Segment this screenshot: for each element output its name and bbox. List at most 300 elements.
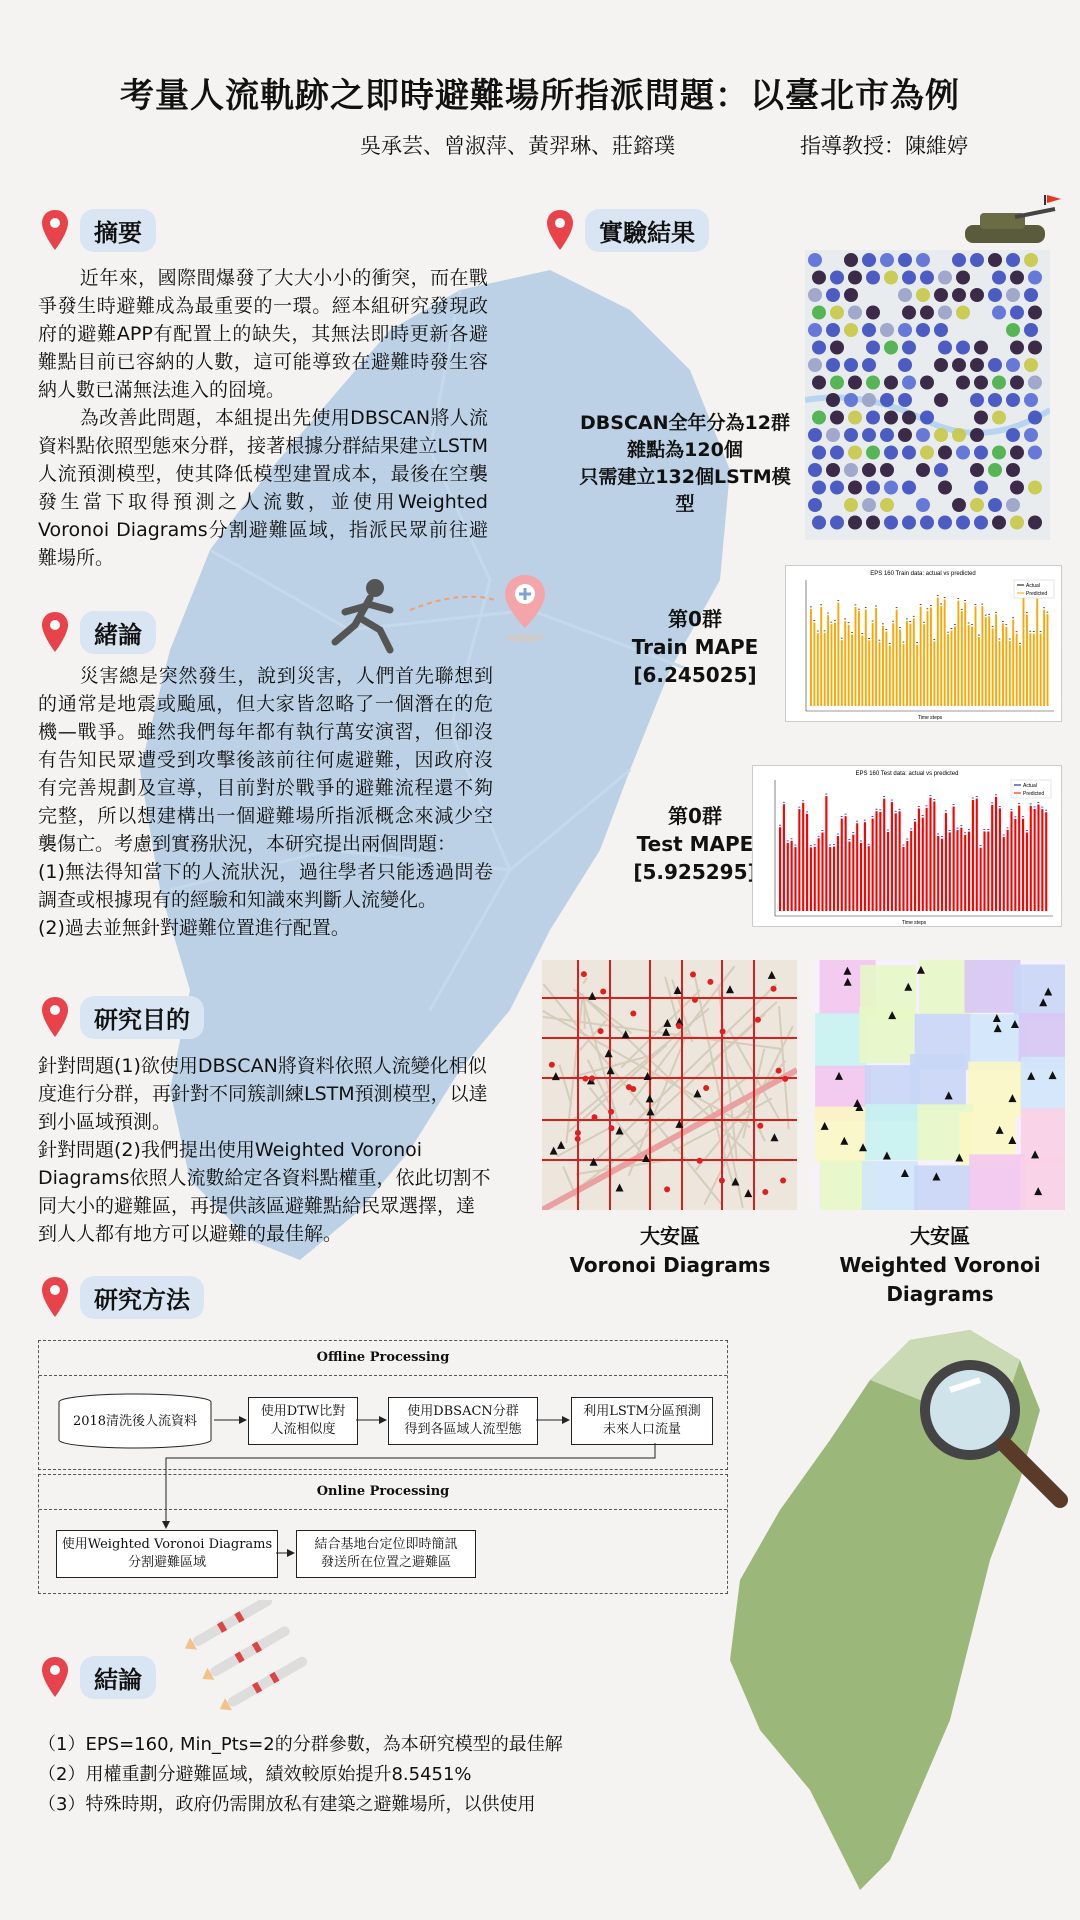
series-spike — [892, 623, 894, 706]
series-spike — [868, 640, 870, 706]
location-pin-icon — [40, 610, 70, 654]
cluster-point — [812, 411, 826, 425]
series-spike — [851, 634, 853, 706]
series-spike — [937, 598, 939, 706]
cluster-point — [920, 411, 934, 425]
series-spike — [820, 607, 822, 706]
data-point — [608, 1109, 614, 1115]
series-spike — [1002, 623, 1004, 706]
series-spike — [833, 847, 835, 911]
series-spike — [813, 622, 815, 706]
series-spike — [1022, 819, 1024, 911]
series-spike — [920, 607, 922, 706]
purpose-paragraph: 針對問題(1)欲使用DBSCAN將資料依照人流變化相似度進行分群，再針對不同簇訓練LSTM預測模型，以達到小區域預測。 — [38, 1055, 488, 1133]
weighted-cell — [969, 1154, 1025, 1210]
cluster-point — [866, 446, 880, 460]
location-pin-icon — [40, 208, 70, 252]
conclusion-heading — [40, 1655, 156, 1699]
voronoi-caption — [555, 1222, 785, 1280]
cluster-point — [1028, 271, 1042, 285]
cluster-point — [1010, 516, 1024, 530]
series-spike — [960, 828, 962, 911]
abstract-paragraph: 為改善此問題，本組提出先使用DBSCAN將人流資料點依照型態來分群，接著根據分群結果建立LSTM人流預測模型，使其降低模型建置成本，最後在空襲發生當下取得預測之人流數，並使用Weighted Voronoi Diagrams分割避難區域，指派民眾前往避難場所。 — [38, 407, 488, 569]
series-spike — [999, 808, 1001, 911]
cluster-point — [844, 463, 858, 477]
series-spike — [875, 811, 877, 911]
series-spike — [971, 627, 973, 706]
cluster-point — [1010, 341, 1024, 355]
location-pin-icon — [545, 208, 575, 252]
data-point — [630, 1010, 636, 1016]
series-spike — [806, 814, 808, 911]
voronoi-caption-district: 大安區 — [640, 1224, 700, 1248]
series-spike — [856, 823, 858, 911]
series-spike — [914, 822, 916, 911]
series-spike — [947, 634, 949, 706]
data-point — [582, 1076, 588, 1082]
cluster-point — [988, 393, 1002, 407]
series-spike — [1016, 634, 1018, 706]
series-spike — [791, 841, 793, 911]
cluster-point — [1024, 288, 1038, 302]
series-spike — [1018, 806, 1020, 911]
cluster-point — [938, 341, 952, 355]
series-spike — [810, 609, 812, 706]
cluster-point — [866, 376, 880, 390]
series-spike — [1047, 614, 1049, 706]
weighted-cell — [1021, 1057, 1065, 1113]
series-spike — [1029, 633, 1031, 706]
series-spike — [821, 833, 823, 911]
series-spike — [868, 846, 870, 911]
cluster-point — [830, 306, 844, 320]
series-spike — [798, 809, 800, 911]
series-spike — [951, 631, 953, 706]
series-spike — [1043, 610, 1045, 706]
series-spike — [899, 811, 901, 911]
series-spike — [852, 835, 854, 911]
dbscan-line: 雜點為120個 — [627, 439, 743, 461]
cluster-point — [934, 428, 948, 442]
data-point — [598, 1028, 604, 1034]
train-value: [6.245025] — [633, 663, 757, 687]
train-legend-actual: Actual — [1026, 583, 1040, 589]
weighted-cell — [859, 1007, 915, 1063]
data-point — [692, 997, 698, 1003]
series-spike — [902, 847, 904, 911]
series-spike — [926, 808, 928, 911]
cluster-point — [884, 271, 898, 285]
series-spike — [848, 842, 850, 911]
series-spike — [818, 838, 820, 911]
cluster-point — [934, 288, 948, 302]
series-spike — [1026, 615, 1028, 706]
cluster-point — [844, 498, 858, 512]
cluster-point — [830, 446, 844, 460]
voronoi-step: 使用Weighted Voronoi Diagrams 分割避難區域 — [56, 1530, 278, 1578]
series-spike — [916, 645, 918, 706]
cluster-point — [974, 481, 988, 495]
cluster-point — [970, 358, 984, 372]
method-title: 研究方法 — [80, 1276, 204, 1319]
series-spike — [1040, 634, 1042, 706]
cluster-point — [938, 481, 952, 495]
cluster-point — [884, 376, 898, 390]
series-spike — [903, 644, 905, 706]
cluster-point — [988, 358, 1002, 372]
online-title: Online Processing — [316, 1484, 450, 1499]
cluster-point — [902, 481, 916, 495]
series-spike — [1033, 634, 1035, 706]
cluster-point — [902, 446, 916, 460]
intro-problem-1: (1)無法得知當下的人流狀況，過往學者只能透過問卷調查或根據現有的經驗和知識來判斷人流變化。 — [38, 861, 493, 911]
series-spike — [802, 803, 804, 911]
cluster-point — [826, 393, 840, 407]
cluster-point — [880, 463, 894, 477]
series-spike — [913, 618, 915, 706]
series-spike — [909, 624, 911, 706]
series-spike — [1026, 832, 1028, 911]
train-legend-predicted: Predicted — [1026, 591, 1048, 597]
cluster-point — [884, 341, 898, 355]
cluster-point — [830, 341, 844, 355]
cluster-point — [1024, 358, 1038, 372]
series-spike — [844, 621, 846, 706]
series-spike — [933, 641, 935, 706]
series-spike — [1041, 809, 1043, 911]
cluster-point — [866, 516, 880, 530]
voronoi-caption-method: Voronoi Diagrams — [569, 1253, 771, 1277]
test-prediction-chart — [752, 765, 1062, 927]
cluster-point — [898, 358, 912, 372]
cluster-point — [952, 288, 966, 302]
cluster-point — [1010, 446, 1024, 460]
conclusion-item: （1）EPS=160, Min_Pts=2的分群參數，為本研究模型的最佳解 — [38, 1734, 563, 1755]
series-spike — [858, 611, 860, 706]
series-spike — [910, 831, 912, 911]
series-spike — [940, 606, 942, 706]
cluster-point — [1006, 463, 1020, 477]
cluster-point — [970, 428, 984, 442]
data-point — [757, 1123, 763, 1129]
test-mape-label — [615, 802, 775, 886]
weighted-cell — [815, 1013, 867, 1069]
cluster-point — [902, 271, 916, 285]
cluster-point — [902, 341, 916, 355]
series-spike — [930, 608, 932, 706]
cluster-point — [1024, 393, 1038, 407]
weighted-cell — [1020, 1157, 1065, 1210]
series-spike — [887, 832, 889, 911]
authors: 吳承芸、曾淑萍、黃羿琳、莊鎔璞 — [360, 134, 675, 158]
cluster-point — [808, 428, 822, 442]
cluster-point — [812, 306, 826, 320]
cluster-point — [956, 516, 970, 530]
cluster-point — [848, 481, 862, 495]
series-spike — [980, 848, 982, 911]
series-spike — [978, 637, 980, 706]
data-point — [676, 1023, 682, 1029]
method-flowchart — [38, 1340, 728, 1595]
dbscan-line: DBSCAN全年分為12群 — [580, 412, 790, 434]
data-point — [589, 1075, 595, 1081]
series-spike — [864, 822, 866, 911]
cluster-point — [866, 411, 880, 425]
voronoi-map — [542, 960, 797, 1210]
series-spike — [987, 831, 989, 911]
cluster-point — [920, 446, 934, 460]
cluster-point — [916, 288, 930, 302]
series-spike — [883, 799, 885, 911]
train-metric: Train MAPE — [631, 635, 759, 659]
cluster-point — [956, 306, 970, 320]
series-spike — [879, 642, 881, 706]
cluster-point — [1028, 411, 1042, 425]
abstract-title: 摘要 — [80, 209, 156, 252]
series-spike — [1023, 597, 1025, 706]
cluster-point — [1024, 428, 1038, 442]
results-title: 實驗結果 — [585, 209, 709, 252]
series-spike — [841, 818, 843, 911]
weighted-cell — [815, 1107, 866, 1163]
test-legend-predicted: Predicted — [1023, 791, 1045, 797]
cluster-point — [880, 323, 894, 337]
series-spike — [1007, 830, 1009, 911]
cluster-point — [902, 306, 916, 320]
weighted-voronoi-caption — [800, 1222, 1080, 1309]
cluster-point — [830, 376, 844, 390]
cluster-point — [938, 271, 952, 285]
series-spike — [1003, 837, 1005, 911]
series-spike — [831, 624, 833, 706]
cluster-point — [916, 323, 930, 337]
results-heading — [545, 208, 709, 252]
cluster-point — [920, 271, 934, 285]
dbscan-step: 使用DBSACN分群 得到各區域人流型態 — [388, 1397, 538, 1445]
series-spike — [983, 831, 985, 911]
cluster-point — [884, 411, 898, 425]
data-point — [762, 1189, 768, 1195]
cluster-point — [1024, 323, 1038, 337]
weighted-cell — [910, 1054, 966, 1110]
cluster-point — [862, 358, 876, 372]
series-spike — [941, 839, 943, 911]
cluster-point — [970, 498, 984, 512]
series-spike — [972, 800, 974, 911]
cluster-point — [992, 516, 1006, 530]
series-spike — [848, 625, 850, 706]
series-spike — [779, 827, 781, 911]
tank-icon — [955, 195, 1065, 255]
cluster-point — [884, 481, 898, 495]
intro-title: 緒論 — [80, 611, 156, 654]
method-heading — [40, 1275, 204, 1319]
abstract-body — [38, 264, 488, 572]
series-spike — [918, 808, 920, 911]
runner-to-shelter-icon — [300, 570, 560, 660]
series-spike — [899, 630, 901, 706]
cluster-point — [898, 428, 912, 442]
series-spike — [824, 633, 826, 706]
dbscan-cluster-map — [805, 250, 1050, 540]
data-point — [575, 1136, 581, 1142]
purpose-body — [38, 1052, 493, 1248]
dtw-step: 使用DTW比對 人流相似度 — [248, 1397, 358, 1445]
series-spike — [872, 623, 874, 706]
test-value: [5.925295] — [633, 860, 757, 884]
location-pin-icon — [40, 1655, 70, 1699]
cluster-point — [1024, 253, 1038, 267]
cluster-point — [830, 411, 844, 425]
series-spike — [923, 624, 925, 706]
cluster-point — [848, 516, 862, 530]
cluster-point — [952, 428, 966, 442]
cluster-point — [956, 376, 970, 390]
cluster-point — [1010, 306, 1024, 320]
data-point — [608, 1125, 614, 1131]
cluster-point — [974, 411, 988, 425]
cluster-point — [826, 288, 840, 302]
cluster-point — [974, 341, 988, 355]
data-point — [755, 1017, 761, 1023]
cluster-point — [898, 323, 912, 337]
series-spike — [975, 606, 977, 706]
series-spike — [929, 798, 931, 911]
magnifier-icon — [910, 1350, 1070, 1510]
cluster-point — [920, 306, 934, 320]
cluster-point — [1028, 446, 1042, 460]
series-spike — [1045, 812, 1047, 911]
intro-body — [38, 662, 493, 942]
cluster-point — [844, 253, 858, 267]
cluster-point — [992, 306, 1006, 320]
cluster-point — [844, 393, 858, 407]
series-spike — [896, 610, 898, 706]
weighted-cell — [965, 960, 1021, 1013]
intro-problem-2: (2)過去並無針對避難位置進行配置。 — [38, 917, 350, 939]
data-source-label: 2018清洗後人流資料 — [72, 1414, 198, 1429]
cluster-point — [938, 516, 952, 530]
cluster-point — [808, 288, 822, 302]
data-point — [600, 988, 606, 994]
series-spike — [817, 633, 819, 706]
series-spike — [1037, 805, 1039, 911]
cluster-point — [808, 463, 822, 477]
data-point — [592, 1114, 598, 1120]
series-spike — [964, 603, 966, 706]
series-spike — [787, 843, 789, 911]
weighted-voronoi-caption-district: 大安區 — [910, 1224, 970, 1248]
cluster-point — [934, 358, 948, 372]
cluster-point — [808, 253, 822, 267]
cluster-point — [898, 288, 912, 302]
cluster-point — [1028, 376, 1042, 390]
cluster-point — [1006, 393, 1020, 407]
series-spike — [834, 623, 836, 706]
cluster-point — [880, 253, 894, 267]
cluster-point — [920, 516, 934, 530]
data-point — [690, 971, 696, 977]
series-spike — [879, 812, 881, 911]
data-point — [575, 1130, 581, 1136]
data-point — [707, 979, 713, 985]
series-spike — [954, 626, 956, 706]
cluster-point — [844, 323, 858, 337]
dbscan-result-text — [570, 410, 800, 518]
cluster-point — [812, 516, 826, 530]
series-spike — [956, 830, 958, 911]
cluster-point — [952, 498, 966, 512]
data-point — [703, 1085, 709, 1091]
weighted-cell — [968, 1062, 1024, 1118]
series-spike — [841, 640, 843, 706]
data-point — [697, 1158, 703, 1164]
purpose-paragraph: 針對問題(2)我們提出使用Weighted Voronoi Diagrams依照人流數給定各資料點權重，依此切割不同大小的避難區，再提供該區避難點給民眾選擇，達到人人都有地方可以避難的最佳解。 — [38, 1139, 491, 1245]
series-spike — [995, 614, 997, 706]
cluster-point — [970, 288, 984, 302]
cluster-point — [938, 446, 952, 460]
location-pin-icon — [40, 995, 70, 1039]
cluster-point — [902, 376, 916, 390]
intro-heading — [40, 610, 156, 654]
series-spike — [933, 802, 935, 911]
weighted-cell — [1014, 965, 1065, 1021]
cluster-point — [916, 463, 930, 477]
cluster-point — [1006, 253, 1020, 267]
series-spike — [968, 832, 970, 911]
cluster-point — [848, 446, 862, 460]
series-spike — [837, 836, 839, 911]
series-spike — [976, 799, 978, 911]
series-spike — [829, 847, 831, 911]
purpose-heading — [40, 995, 204, 1039]
missiles-icon — [180, 1600, 330, 1720]
cluster-point — [916, 428, 930, 442]
series-spike — [981, 606, 983, 706]
cluster-point — [844, 428, 858, 442]
cluster-point — [902, 516, 916, 530]
cluster-point — [1006, 428, 1020, 442]
series-spike — [827, 615, 829, 706]
cluster-point — [920, 376, 934, 390]
cluster-point — [970, 253, 984, 267]
weighted-cell — [1021, 1108, 1065, 1164]
train-group: 第0群 — [668, 607, 722, 631]
cluster-point — [988, 288, 1002, 302]
train-mape-label — [615, 605, 775, 689]
poster-title: 考量人流軌跡之即時避難場所指派問題：以臺北市為例 — [120, 76, 960, 116]
cluster-point — [862, 323, 876, 337]
series-spike — [906, 621, 908, 706]
cluster-point — [988, 463, 1002, 477]
series-spike — [985, 617, 987, 706]
data-point — [626, 1084, 632, 1090]
series-spike — [860, 843, 862, 911]
cluster-point — [812, 341, 826, 355]
train-prediction-chart — [785, 565, 1062, 722]
advisor: 指導教授：陳維婷 — [800, 134, 968, 158]
conclusion-item: （3）特殊時期，政府仍需開放私有建築之避難場所，以供使用 — [38, 1794, 536, 1815]
cluster-point — [862, 498, 876, 512]
cluster-point — [880, 498, 894, 512]
cluster-point — [884, 516, 898, 530]
cluster-point — [826, 428, 840, 442]
location-pin-icon — [40, 1275, 70, 1319]
cluster-point — [970, 393, 984, 407]
series-spike — [872, 819, 874, 911]
series-spike — [885, 631, 887, 706]
cluster-point — [866, 306, 880, 320]
